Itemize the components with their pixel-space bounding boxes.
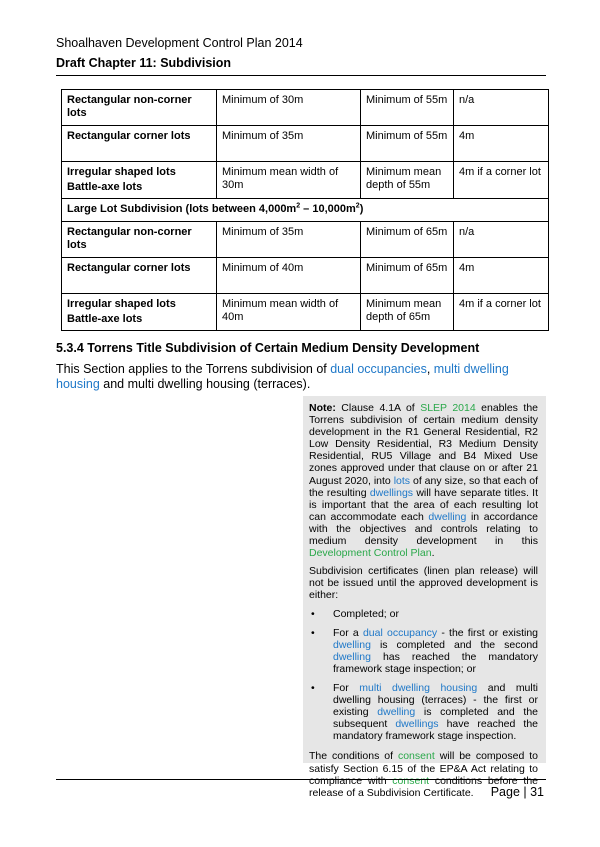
table-cell: n/a [454,90,549,126]
table-cell [62,162,217,199]
bullet-icon: • [311,681,315,694]
table-cell: 4m [454,126,549,162]
note-paragraph: Note: Clause 4.1A of SLEP 2014 enables the Torrens subdivision of certain medium density development in the R1 General Residential, R2 Low Density Residential, R3 Medium Density Residential, RU5 Village and B4 Mixed Use zones approved under that clause on or after 21 August 2020, into lots of any size, so that each of the resulting dwellings will have separate titles. It is important that the area of each resulting lot can accommodate each dwelling in accordance with the objectives and controls relating to medium density development in this Development Control Plan. [309,402,539,560]
table-row [62,258,549,294]
dwelling-link[interactable]: dwelling [333,638,371,651]
bullet-icon: • [311,626,315,639]
table-cell: Minimum of 55m [361,126,454,162]
multi-dwelling-housing-link[interactable]: multi dwelling housing [56,362,509,391]
table-cell: 4m if a corner lot [454,162,549,199]
table-cell: Minimum of 35m [217,126,361,162]
table-cell: Rectangular non-corner lots [62,90,217,126]
table-cell: Minimum of 35m [217,222,361,258]
list-item: • For a dual occupancy - the first or existing dwelling is completed and the second dwelling has reached the mandatory framework stage inspection; or [311,626,539,675]
lots-link[interactable]: lots [393,474,411,487]
note-label: Note: [309,402,336,414]
section-intro: This Section applies to the Torrens subdivision of dual occupancies, multi dwelling housing and multi dwelling housing (terraces). [56,362,509,391]
list-item: • For multi dwelling housing and multi dwelling housing (terraces) - the first or existing dwelling is completed and the subsequent dwellings have reached the mandatory framework stage inspection. [311,681,538,743]
header-divider [56,75,546,76]
note-paragraph: The conditions of consent will be composed to satisfy Section 6.15 of the EP&A Act relating to compliance with consent conditions before the release of a Subdivision Certificate. [309,750,538,799]
cell-line: Irregular shaped lots [67,298,176,310]
cell-line: Battle-axe lots [67,181,143,193]
dual-occupancies-link[interactable]: dual occupancies [330,362,427,376]
table-row [62,222,549,258]
dwelling-link[interactable]: dwelling [333,650,371,663]
cell-line: Irregular shaped lots [67,166,176,178]
lot-size-table [61,89,549,331]
section-heading: 5.3.4 Torrens Title Subdivision of Certain Medium Density Development [56,341,480,355]
table-cell: Minimum of 40m [217,258,361,294]
bullet-icon: • [311,607,315,620]
table-cell: Minimum of 65m [361,222,454,258]
footer-divider [56,779,546,780]
table-cell: Large Lot Subdivision (lots between $4,000m^2 - 10,000m^2$) [62,199,549,222]
list-item: • Completed; or [311,607,399,620]
page-number: Page | 31 [490,785,544,799]
consent-link[interactable]: consent [397,750,435,763]
slep-link[interactable]: SLEP 2014 [420,402,476,414]
multi-dwelling-housing-link[interactable]: multi dwelling housing [359,681,478,694]
dwellings-link[interactable]: dwellings [369,486,414,499]
table-section-header [62,199,549,222]
table-row [62,162,549,199]
table-cell: Minimum mean width of 40m [217,294,361,331]
cell-line: Battle-axe lots [67,313,143,325]
dual-occupancy-link[interactable]: dual occupancy [362,626,438,639]
table-row [62,126,549,162]
table-cell: Minimum of 55m [361,90,454,126]
table-cell: Minimum of 30m [217,90,361,126]
dwelling-link[interactable]: dwelling [377,706,416,719]
table-cell: n/a [454,222,549,258]
table-cell: Minimum mean width of 30m [217,162,361,199]
table-cell: 4m if a corner lot [454,294,549,331]
table-row [62,294,549,331]
dwellings-link[interactable]: dwellings [395,718,439,731]
table-cell: Minimum of 65m [361,258,454,294]
table-cell: Minimum mean depth of 65m [361,294,454,331]
table-cell: Rectangular non-corner lots [62,222,217,258]
table-cell: Minimum mean depth of 55m [361,162,454,199]
consent-link[interactable]: consent [392,774,430,787]
chapter-title: Draft Chapter 11: Subdivision [56,56,232,70]
table-cell: Rectangular corner lots [62,126,217,162]
table-cell: 4m [454,258,549,294]
dwelling-link[interactable]: dwelling [428,510,467,523]
table-cell [62,294,217,331]
dcp-link[interactable]: Development Control Plan [309,547,432,560]
table-cell: Rectangular corner lots [62,258,217,294]
note-paragraph: Subdivision certificates (linen plan release) will not be issued until the approved development is either: [309,565,538,602]
document-title: Shoalhaven Development Control Plan 2014 [56,36,303,50]
note-list [309,608,538,743]
table-row [62,90,549,126]
